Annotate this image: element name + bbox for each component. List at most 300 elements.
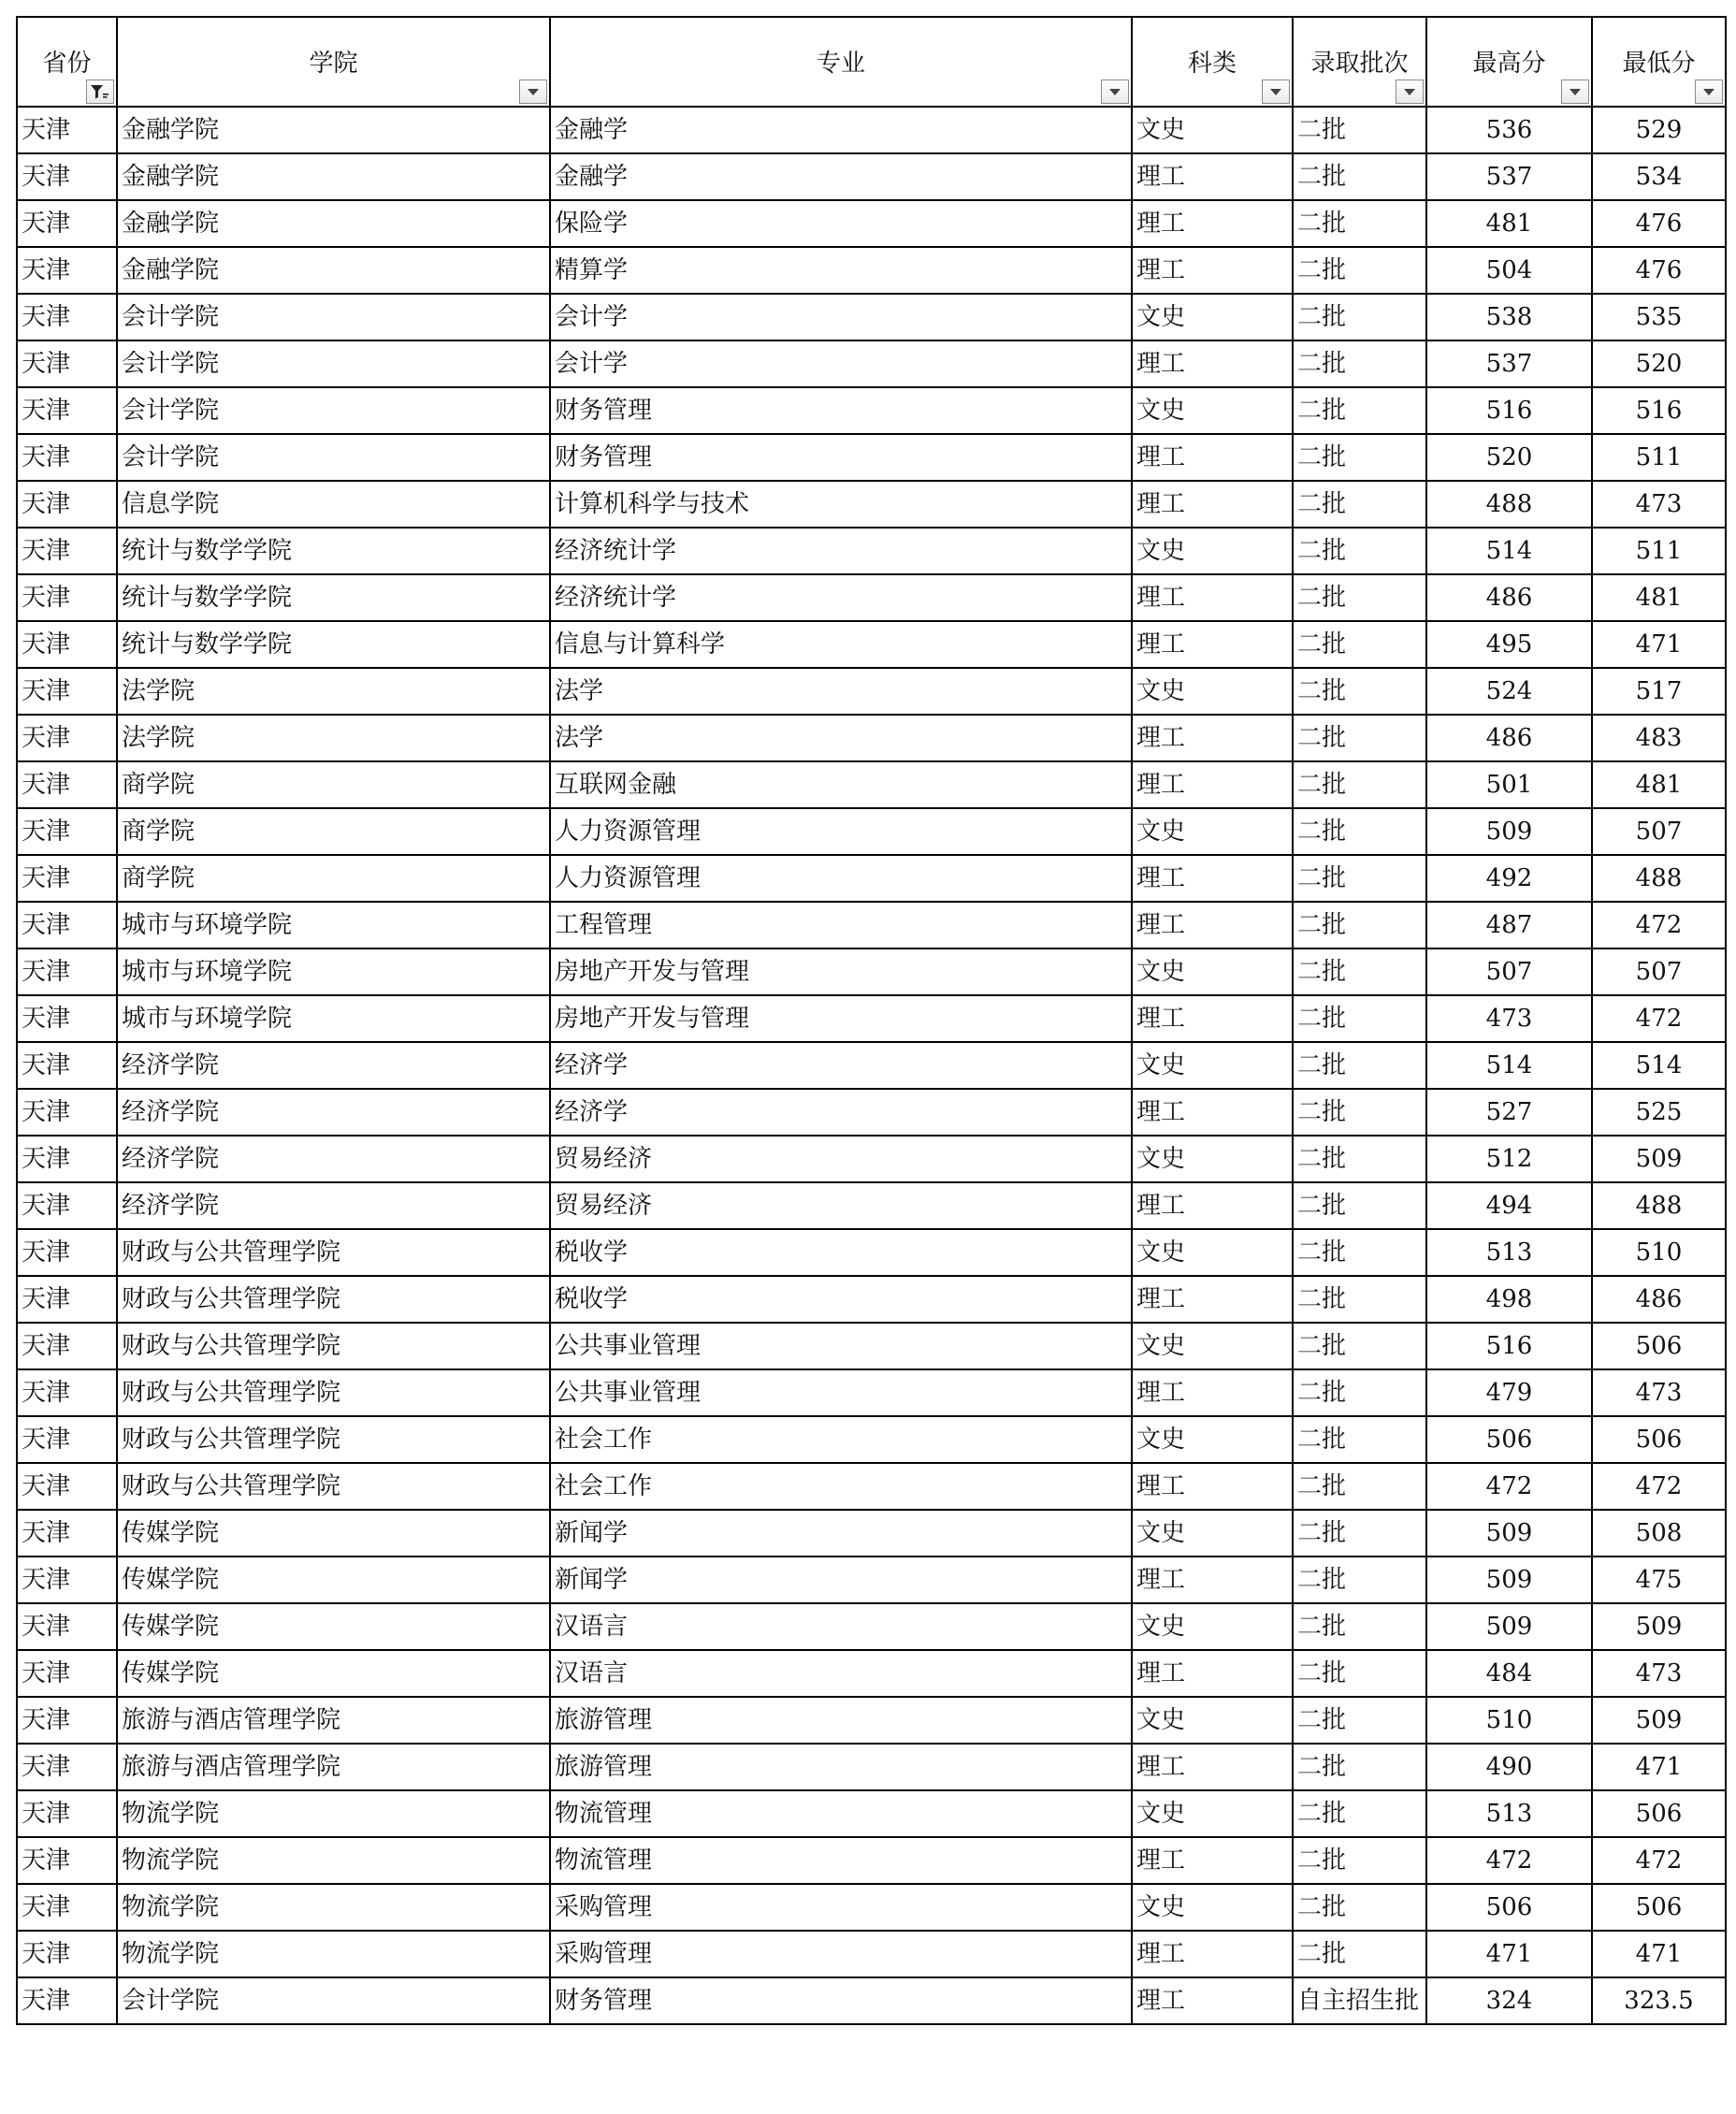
cell-province[interactable]: 天津 <box>17 247 117 294</box>
cell-major[interactable]: 经济学 <box>550 1042 1132 1089</box>
cell-min-score[interactable]: 509 <box>1592 1697 1726 1744</box>
cell-min-score[interactable]: 535 <box>1592 294 1726 340</box>
cell-max-score[interactable]: 536 <box>1426 107 1592 153</box>
cell-admission-batch[interactable]: 二批 <box>1293 902 1426 948</box>
cell-college[interactable]: 法学院 <box>117 668 550 715</box>
cell-province[interactable]: 天津 <box>17 855 117 902</box>
cell-admission-batch[interactable]: 二批 <box>1293 715 1426 761</box>
cell-admission-batch[interactable]: 二批 <box>1293 1557 1426 1603</box>
cell-province[interactable]: 天津 <box>17 200 117 247</box>
cell-major[interactable]: 旅游管理 <box>550 1744 1132 1790</box>
cell-subject-category[interactable]: 文史 <box>1132 948 1293 995</box>
cell-major[interactable]: 保险学 <box>550 200 1132 247</box>
cell-max-score[interactable]: 471 <box>1426 1931 1592 1977</box>
cell-min-score[interactable]: 472 <box>1592 995 1726 1042</box>
cell-major[interactable]: 会计学 <box>550 340 1132 387</box>
cell-major[interactable]: 房地产开发与管理 <box>550 948 1132 995</box>
cell-admission-batch[interactable]: 二批 <box>1293 1603 1426 1650</box>
cell-max-score[interactable]: 488 <box>1426 481 1592 528</box>
cell-subject-category[interactable]: 理工 <box>1132 1557 1293 1603</box>
cell-subject-category[interactable]: 理工 <box>1132 855 1293 902</box>
cell-admission-batch[interactable]: 二批 <box>1293 294 1426 340</box>
cell-max-score[interactable]: 524 <box>1426 668 1592 715</box>
cell-province[interactable]: 天津 <box>17 340 117 387</box>
cell-admission-batch[interactable]: 二批 <box>1293 247 1426 294</box>
cell-min-score[interactable]: 473 <box>1592 481 1726 528</box>
cell-min-score[interactable]: 472 <box>1592 1837 1726 1884</box>
cell-min-score[interactable]: 506 <box>1592 1884 1726 1931</box>
cell-college[interactable]: 城市与环境学院 <box>117 902 550 948</box>
cell-admission-batch[interactable]: 二批 <box>1293 855 1426 902</box>
cell-min-score[interactable]: 514 <box>1592 1042 1726 1089</box>
cell-min-score[interactable]: 516 <box>1592 387 1726 434</box>
cell-province[interactable]: 天津 <box>17 528 117 574</box>
cell-admission-batch[interactable]: 二批 <box>1293 1650 1426 1697</box>
cell-min-score[interactable]: 472 <box>1592 902 1726 948</box>
cell-min-score[interactable]: 509 <box>1592 1603 1726 1650</box>
cell-major[interactable]: 采购管理 <box>550 1884 1132 1931</box>
cell-college[interactable]: 传媒学院 <box>117 1603 550 1650</box>
cell-min-score[interactable]: 517 <box>1592 668 1726 715</box>
cell-province[interactable]: 天津 <box>17 995 117 1042</box>
cell-min-score[interactable]: 471 <box>1592 621 1726 668</box>
cell-major[interactable]: 汉语言 <box>550 1603 1132 1650</box>
cell-min-score[interactable]: 486 <box>1592 1276 1726 1323</box>
cell-max-score[interactable]: 509 <box>1426 1510 1592 1557</box>
cell-college[interactable]: 金融学院 <box>117 107 550 153</box>
cell-subject-category[interactable]: 理工 <box>1132 1369 1293 1416</box>
cell-min-score[interactable]: 510 <box>1592 1229 1726 1276</box>
cell-min-score[interactable]: 473 <box>1592 1369 1726 1416</box>
cell-min-score[interactable]: 476 <box>1592 247 1726 294</box>
cell-min-score[interactable]: 506 <box>1592 1416 1726 1463</box>
cell-admission-batch[interactable]: 二批 <box>1293 481 1426 528</box>
cell-college[interactable]: 会计学院 <box>117 387 550 434</box>
cell-province[interactable]: 天津 <box>17 107 117 153</box>
cell-admission-batch[interactable]: 二批 <box>1293 1042 1426 1089</box>
cell-admission-batch[interactable]: 二批 <box>1293 1697 1426 1744</box>
cell-min-score[interactable]: 483 <box>1592 715 1726 761</box>
cell-min-score[interactable]: 471 <box>1592 1744 1726 1790</box>
cell-province[interactable]: 天津 <box>17 1650 117 1697</box>
cell-college[interactable]: 经济学院 <box>117 1089 550 1136</box>
table-row <box>17 808 1726 855</box>
cell-max-score[interactable]: 514 <box>1426 528 1592 574</box>
cell-admission-batch[interactable]: 二批 <box>1293 1089 1426 1136</box>
cell-admission-batch[interactable]: 二批 <box>1293 995 1426 1042</box>
cell-province[interactable]: 天津 <box>17 1136 117 1182</box>
cell-college[interactable]: 城市与环境学院 <box>117 995 550 1042</box>
cell-major[interactable]: 人力资源管理 <box>550 808 1132 855</box>
cell-major[interactable]: 人力资源管理 <box>550 855 1132 902</box>
cell-college[interactable]: 金融学院 <box>117 247 550 294</box>
cell-subject-category[interactable]: 理工 <box>1132 574 1293 621</box>
cell-major[interactable]: 精算学 <box>550 247 1132 294</box>
cell-college[interactable]: 商学院 <box>117 761 550 808</box>
cell-major[interactable]: 税收学 <box>550 1276 1132 1323</box>
cell-admission-batch[interactable]: 二批 <box>1293 1463 1426 1510</box>
cell-college[interactable]: 金融学院 <box>117 153 550 200</box>
cell-province[interactable]: 天津 <box>17 574 117 621</box>
cell-subject-category[interactable]: 理工 <box>1132 1837 1293 1884</box>
cell-min-score[interactable]: 473 <box>1592 1650 1726 1697</box>
cell-max-score[interactable]: 516 <box>1426 1323 1592 1369</box>
cell-major[interactable]: 新闻学 <box>550 1510 1132 1557</box>
cell-max-score[interactable]: 472 <box>1426 1463 1592 1510</box>
cell-province[interactable]: 天津 <box>17 1369 117 1416</box>
filter-dropdown-button[interactable] <box>1396 80 1424 104</box>
cell-major[interactable]: 金融学 <box>550 153 1132 200</box>
cell-admission-batch[interactable]: 二批 <box>1293 107 1426 153</box>
cell-admission-batch[interactable]: 二批 <box>1293 528 1426 574</box>
cell-max-score[interactable]: 486 <box>1426 715 1592 761</box>
cell-admission-batch[interactable]: 二批 <box>1293 574 1426 621</box>
cell-major[interactable]: 公共事业管理 <box>550 1323 1132 1369</box>
cell-major[interactable]: 计算机科学与技术 <box>550 481 1132 528</box>
cell-college[interactable]: 财政与公共管理学院 <box>117 1323 550 1369</box>
cell-subject-category[interactable]: 文史 <box>1132 1884 1293 1931</box>
cell-subject-category[interactable]: 理工 <box>1132 902 1293 948</box>
cell-admission-batch[interactable]: 二批 <box>1293 200 1426 247</box>
cell-admission-batch[interactable]: 二批 <box>1293 1837 1426 1884</box>
cell-province[interactable]: 天津 <box>17 1977 117 2024</box>
cell-min-score[interactable]: 520 <box>1592 340 1726 387</box>
cell-major[interactable]: 法学 <box>550 715 1132 761</box>
cell-max-score[interactable]: 492 <box>1426 855 1592 902</box>
cell-max-score[interactable]: 509 <box>1426 1557 1592 1603</box>
cell-max-score[interactable]: 487 <box>1426 902 1592 948</box>
cell-min-score[interactable]: 509 <box>1592 1136 1726 1182</box>
cell-province[interactable]: 天津 <box>17 761 117 808</box>
cell-admission-batch[interactable]: 二批 <box>1293 1510 1426 1557</box>
cell-college[interactable]: 旅游与酒店管理学院 <box>117 1697 550 1744</box>
filter-dropdown-button[interactable] <box>86 80 114 104</box>
cell-major[interactable]: 采购管理 <box>550 1931 1132 1977</box>
cell-major[interactable]: 会计学 <box>550 294 1132 340</box>
cell-admission-batch[interactable]: 二批 <box>1293 1229 1426 1276</box>
cell-subject-category[interactable]: 理工 <box>1132 247 1293 294</box>
cell-college[interactable]: 商学院 <box>117 808 550 855</box>
cell-major[interactable]: 信息与计算科学 <box>550 621 1132 668</box>
cell-major[interactable]: 汉语言 <box>550 1650 1132 1697</box>
cell-province[interactable]: 天津 <box>17 1463 117 1510</box>
cell-major[interactable]: 法学 <box>550 668 1132 715</box>
cell-admission-batch[interactable]: 二批 <box>1293 1884 1426 1931</box>
filter-dropdown-button[interactable] <box>1101 80 1129 104</box>
cell-max-score[interactable]: 513 <box>1426 1229 1592 1276</box>
cell-major[interactable]: 旅游管理 <box>550 1697 1132 1744</box>
cell-subject-category[interactable]: 理工 <box>1132 1463 1293 1510</box>
cell-major[interactable]: 公共事业管理 <box>550 1369 1132 1416</box>
table-body <box>17 107 1726 2024</box>
cell-major[interactable]: 社会工作 <box>550 1416 1132 1463</box>
cell-subject-category[interactable]: 理工 <box>1132 481 1293 528</box>
cell-admission-batch[interactable]: 二批 <box>1293 668 1426 715</box>
cell-min-score[interactable]: 481 <box>1592 761 1726 808</box>
cell-major[interactable]: 物流管理 <box>550 1790 1132 1837</box>
cell-subject-category[interactable]: 文史 <box>1132 1136 1293 1182</box>
cell-college[interactable]: 经济学院 <box>117 1136 550 1182</box>
cell-min-score[interactable]: 534 <box>1592 153 1726 200</box>
filter-dropdown-button[interactable] <box>1561 80 1589 104</box>
cell-college[interactable]: 传媒学院 <box>117 1557 550 1603</box>
filter-dropdown-button[interactable] <box>1262 80 1290 104</box>
cell-min-score[interactable]: 508 <box>1592 1510 1726 1557</box>
cell-max-score[interactable]: 501 <box>1426 761 1592 808</box>
cell-admission-batch[interactable]: 二批 <box>1293 1276 1426 1323</box>
cell-major[interactable]: 工程管理 <box>550 902 1132 948</box>
cell-major[interactable]: 物流管理 <box>550 1837 1132 1884</box>
cell-subject-category[interactable]: 理工 <box>1132 715 1293 761</box>
cell-province[interactable]: 天津 <box>17 1276 117 1323</box>
cell-admission-batch[interactable]: 二批 <box>1293 1744 1426 1790</box>
cell-max-score[interactable]: 472 <box>1426 1837 1592 1884</box>
filter-dropdown-button[interactable] <box>519 80 547 104</box>
cell-max-score[interactable]: 506 <box>1426 1884 1592 1931</box>
cell-admission-batch[interactable]: 二批 <box>1293 1416 1426 1463</box>
cell-min-score[interactable]: 481 <box>1592 574 1726 621</box>
cell-subject-category[interactable]: 文史 <box>1132 808 1293 855</box>
cell-province[interactable]: 天津 <box>17 1510 117 1557</box>
cell-college[interactable]: 城市与环境学院 <box>117 948 550 995</box>
cell-max-score[interactable]: 486 <box>1426 574 1592 621</box>
cell-admission-batch[interactable]: 二批 <box>1293 761 1426 808</box>
cell-min-score[interactable]: 525 <box>1592 1089 1726 1136</box>
cell-province[interactable]: 天津 <box>17 1323 117 1369</box>
cell-college[interactable]: 财政与公共管理学院 <box>117 1229 550 1276</box>
cell-max-score[interactable]: 538 <box>1426 294 1592 340</box>
cell-province[interactable]: 天津 <box>17 1744 117 1790</box>
cell-province[interactable]: 天津 <box>17 902 117 948</box>
cell-college[interactable]: 物流学院 <box>117 1837 550 1884</box>
cell-province[interactable]: 天津 <box>17 1229 117 1276</box>
cell-subject-category[interactable]: 理工 <box>1132 761 1293 808</box>
cell-min-score[interactable]: 323.5 <box>1592 1977 1726 2024</box>
cell-province[interactable]: 天津 <box>17 153 117 200</box>
cell-subject-category[interactable]: 理工 <box>1132 995 1293 1042</box>
cell-min-score[interactable]: 507 <box>1592 948 1726 995</box>
cell-subject-category[interactable]: 理工 <box>1132 1182 1293 1229</box>
cell-min-score[interactable]: 488 <box>1592 1182 1726 1229</box>
cell-max-score[interactable]: 481 <box>1426 200 1592 247</box>
cell-max-score[interactable]: 513 <box>1426 1790 1592 1837</box>
cell-subject-category[interactable]: 文史 <box>1132 294 1293 340</box>
cell-subject-category[interactable]: 文史 <box>1132 1603 1293 1650</box>
cell-college[interactable]: 旅游与酒店管理学院 <box>117 1744 550 1790</box>
cell-college[interactable]: 商学院 <box>117 855 550 902</box>
cell-admission-batch[interactable]: 二批 <box>1293 1790 1426 1837</box>
cell-subject-category[interactable]: 文史 <box>1132 107 1293 153</box>
cell-subject-category[interactable]: 理工 <box>1132 200 1293 247</box>
cell-major[interactable]: 财务管理 <box>550 434 1132 481</box>
cell-min-score[interactable]: 506 <box>1592 1790 1726 1837</box>
cell-max-score[interactable]: 490 <box>1426 1744 1592 1790</box>
cell-subject-category[interactable]: 文史 <box>1132 1790 1293 1837</box>
cell-major[interactable]: 经济学 <box>550 1089 1132 1136</box>
cell-province[interactable]: 天津 <box>17 1697 117 1744</box>
cell-province[interactable]: 天津 <box>17 621 117 668</box>
cell-min-score[interactable]: 507 <box>1592 808 1726 855</box>
cell-subject-category[interactable]: 理工 <box>1132 153 1293 200</box>
cell-college[interactable]: 财政与公共管理学院 <box>117 1463 550 1510</box>
cell-subject-category[interactable]: 理工 <box>1132 340 1293 387</box>
cell-admission-batch[interactable]: 二批 <box>1293 1369 1426 1416</box>
cell-province[interactable]: 天津 <box>17 1790 117 1837</box>
cell-subject-category[interactable]: 理工 <box>1132 1276 1293 1323</box>
cell-province[interactable]: 天津 <box>17 808 117 855</box>
cell-min-score[interactable]: 506 <box>1592 1323 1726 1369</box>
cell-province[interactable]: 天津 <box>17 434 117 481</box>
dropdown-arrow-icon <box>527 88 540 96</box>
cell-admission-batch[interactable]: 二批 <box>1293 948 1426 995</box>
cell-max-score[interactable]: 537 <box>1426 153 1592 200</box>
cell-max-score[interactable]: 504 <box>1426 247 1592 294</box>
cell-max-score[interactable]: 473 <box>1426 995 1592 1042</box>
cell-subject-category[interactable]: 文史 <box>1132 387 1293 434</box>
cell-college[interactable]: 会计学院 <box>117 294 550 340</box>
cell-max-score[interactable]: 514 <box>1426 1042 1592 1089</box>
cell-college[interactable]: 物流学院 <box>117 1790 550 1837</box>
cell-college[interactable]: 统计与数学学院 <box>117 621 550 668</box>
cell-max-score[interactable]: 520 <box>1426 434 1592 481</box>
cell-max-score[interactable]: 516 <box>1426 387 1592 434</box>
cell-admission-batch[interactable]: 二批 <box>1293 1931 1426 1977</box>
cell-province[interactable]: 天津 <box>17 1837 117 1884</box>
table-row <box>17 481 1726 528</box>
cell-admission-batch[interactable]: 二批 <box>1293 1323 1426 1369</box>
cell-college[interactable]: 财政与公共管理学院 <box>117 1276 550 1323</box>
cell-admission-batch[interactable]: 二批 <box>1293 387 1426 434</box>
cell-max-score[interactable]: 507 <box>1426 948 1592 995</box>
cell-college[interactable]: 统计与数学学院 <box>117 574 550 621</box>
cell-max-score[interactable]: 495 <box>1426 621 1592 668</box>
cell-province[interactable]: 天津 <box>17 1603 117 1650</box>
cell-subject-category[interactable]: 文史 <box>1132 1510 1293 1557</box>
cell-major[interactable]: 房地产开发与管理 <box>550 995 1132 1042</box>
cell-min-score[interactable]: 475 <box>1592 1557 1726 1603</box>
cell-admission-batch[interactable]: 二批 <box>1293 621 1426 668</box>
cell-max-score[interactable]: 512 <box>1426 1136 1592 1182</box>
cell-college[interactable]: 会计学院 <box>117 340 550 387</box>
cell-subject-category[interactable]: 文史 <box>1132 1042 1293 1089</box>
cell-college[interactable]: 法学院 <box>117 715 550 761</box>
cell-max-score[interactable]: 324 <box>1426 1977 1592 2024</box>
cell-max-score[interactable]: 527 <box>1426 1089 1592 1136</box>
cell-college[interactable]: 物流学院 <box>117 1884 550 1931</box>
cell-subject-category[interactable]: 理工 <box>1132 1650 1293 1697</box>
cell-major[interactable]: 贸易经济 <box>550 1136 1132 1182</box>
table-row <box>17 1977 1726 2024</box>
cell-province[interactable]: 天津 <box>17 948 117 995</box>
cell-college[interactable]: 财政与公共管理学院 <box>117 1416 550 1463</box>
cell-major[interactable]: 财务管理 <box>550 1977 1132 2024</box>
cell-major[interactable]: 金融学 <box>550 107 1132 153</box>
cell-admission-batch[interactable]: 二批 <box>1293 808 1426 855</box>
cell-college[interactable]: 信息学院 <box>117 481 550 528</box>
cell-major[interactable]: 经济统计学 <box>550 574 1132 621</box>
filter-dropdown-button[interactable] <box>1695 80 1723 104</box>
cell-max-score[interactable]: 537 <box>1426 340 1592 387</box>
cell-college[interactable]: 会计学院 <box>117 1977 550 2024</box>
cell-subject-category[interactable]: 文史 <box>1132 668 1293 715</box>
cell-subject-category[interactable]: 理工 <box>1132 1931 1293 1977</box>
cell-province[interactable]: 天津 <box>17 1042 117 1089</box>
cell-min-score[interactable]: 472 <box>1592 1463 1726 1510</box>
cell-admission-batch[interactable]: 二批 <box>1293 153 1426 200</box>
cell-subject-category[interactable]: 理工 <box>1132 1089 1293 1136</box>
cell-province[interactable]: 天津 <box>17 1931 117 1977</box>
cell-max-score[interactable]: 509 <box>1426 1603 1592 1650</box>
cell-province[interactable]: 天津 <box>17 481 117 528</box>
cell-subject-category[interactable]: 理工 <box>1132 434 1293 481</box>
cell-major[interactable]: 经济统计学 <box>550 528 1132 574</box>
cell-admission-batch[interactable]: 二批 <box>1293 434 1426 481</box>
cell-major[interactable]: 财务管理 <box>550 387 1132 434</box>
cell-admission-batch[interactable]: 自主招生批 <box>1293 1977 1426 2024</box>
cell-min-score[interactable]: 471 <box>1592 1931 1726 1977</box>
cell-college[interactable]: 传媒学院 <box>117 1510 550 1557</box>
cell-min-score[interactable]: 511 <box>1592 528 1726 574</box>
cell-major[interactable]: 社会工作 <box>550 1463 1132 1510</box>
cell-subject-category[interactable]: 文史 <box>1132 1697 1293 1744</box>
cell-subject-category[interactable]: 文史 <box>1132 1229 1293 1276</box>
cell-college[interactable]: 会计学院 <box>117 434 550 481</box>
cell-major[interactable]: 税收学 <box>550 1229 1132 1276</box>
cell-province[interactable]: 天津 <box>17 1182 117 1229</box>
cell-subject-category[interactable]: 理工 <box>1132 1977 1293 2024</box>
cell-province[interactable]: 天津 <box>17 1884 117 1931</box>
cell-subject-category[interactable]: 文史 <box>1132 1323 1293 1369</box>
cell-province[interactable]: 天津 <box>17 294 117 340</box>
cell-college[interactable]: 统计与数学学院 <box>117 528 550 574</box>
cell-max-score[interactable]: 494 <box>1426 1182 1592 1229</box>
cell-subject-category[interactable]: 理工 <box>1132 1744 1293 1790</box>
cell-college[interactable]: 金融学院 <box>117 200 550 247</box>
cell-subject-category[interactable]: 文史 <box>1132 528 1293 574</box>
cell-max-score[interactable]: 509 <box>1426 808 1592 855</box>
cell-subject-category[interactable]: 文史 <box>1132 1416 1293 1463</box>
cell-province[interactable]: 天津 <box>17 1557 117 1603</box>
cell-major[interactable]: 互联网金融 <box>550 761 1132 808</box>
cell-max-score[interactable]: 479 <box>1426 1369 1592 1416</box>
cell-max-score[interactable]: 484 <box>1426 1650 1592 1697</box>
cell-admission-batch[interactable]: 二批 <box>1293 340 1426 387</box>
cell-admission-batch[interactable]: 二批 <box>1293 1136 1426 1182</box>
dropdown-arrow-icon <box>1108 88 1121 96</box>
cell-max-score[interactable]: 498 <box>1426 1276 1592 1323</box>
cell-admission-batch[interactable]: 二批 <box>1293 1182 1426 1229</box>
cell-max-score[interactable]: 506 <box>1426 1416 1592 1463</box>
cell-province[interactable]: 天津 <box>17 715 117 761</box>
cell-min-score[interactable]: 488 <box>1592 855 1726 902</box>
cell-province[interactable]: 天津 <box>17 1416 117 1463</box>
cell-college[interactable]: 传媒学院 <box>117 1650 550 1697</box>
cell-college[interactable]: 物流学院 <box>117 1931 550 1977</box>
cell-province[interactable]: 天津 <box>17 1089 117 1136</box>
cell-major[interactable]: 新闻学 <box>550 1557 1132 1603</box>
cell-college[interactable]: 财政与公共管理学院 <box>117 1369 550 1416</box>
cell-max-score[interactable]: 510 <box>1426 1697 1592 1744</box>
cell-min-score[interactable]: 511 <box>1592 434 1726 481</box>
cell-min-score[interactable]: 529 <box>1592 107 1726 153</box>
cell-subject-category[interactable]: 理工 <box>1132 621 1293 668</box>
cell-college[interactable]: 经济学院 <box>117 1042 550 1089</box>
cell-min-score[interactable]: 476 <box>1592 200 1726 247</box>
cell-province[interactable]: 天津 <box>17 668 117 715</box>
cell-college[interactable]: 经济学院 <box>117 1182 550 1229</box>
cell-province[interactable]: 天津 <box>17 387 117 434</box>
cell-major[interactable]: 贸易经济 <box>550 1182 1132 1229</box>
